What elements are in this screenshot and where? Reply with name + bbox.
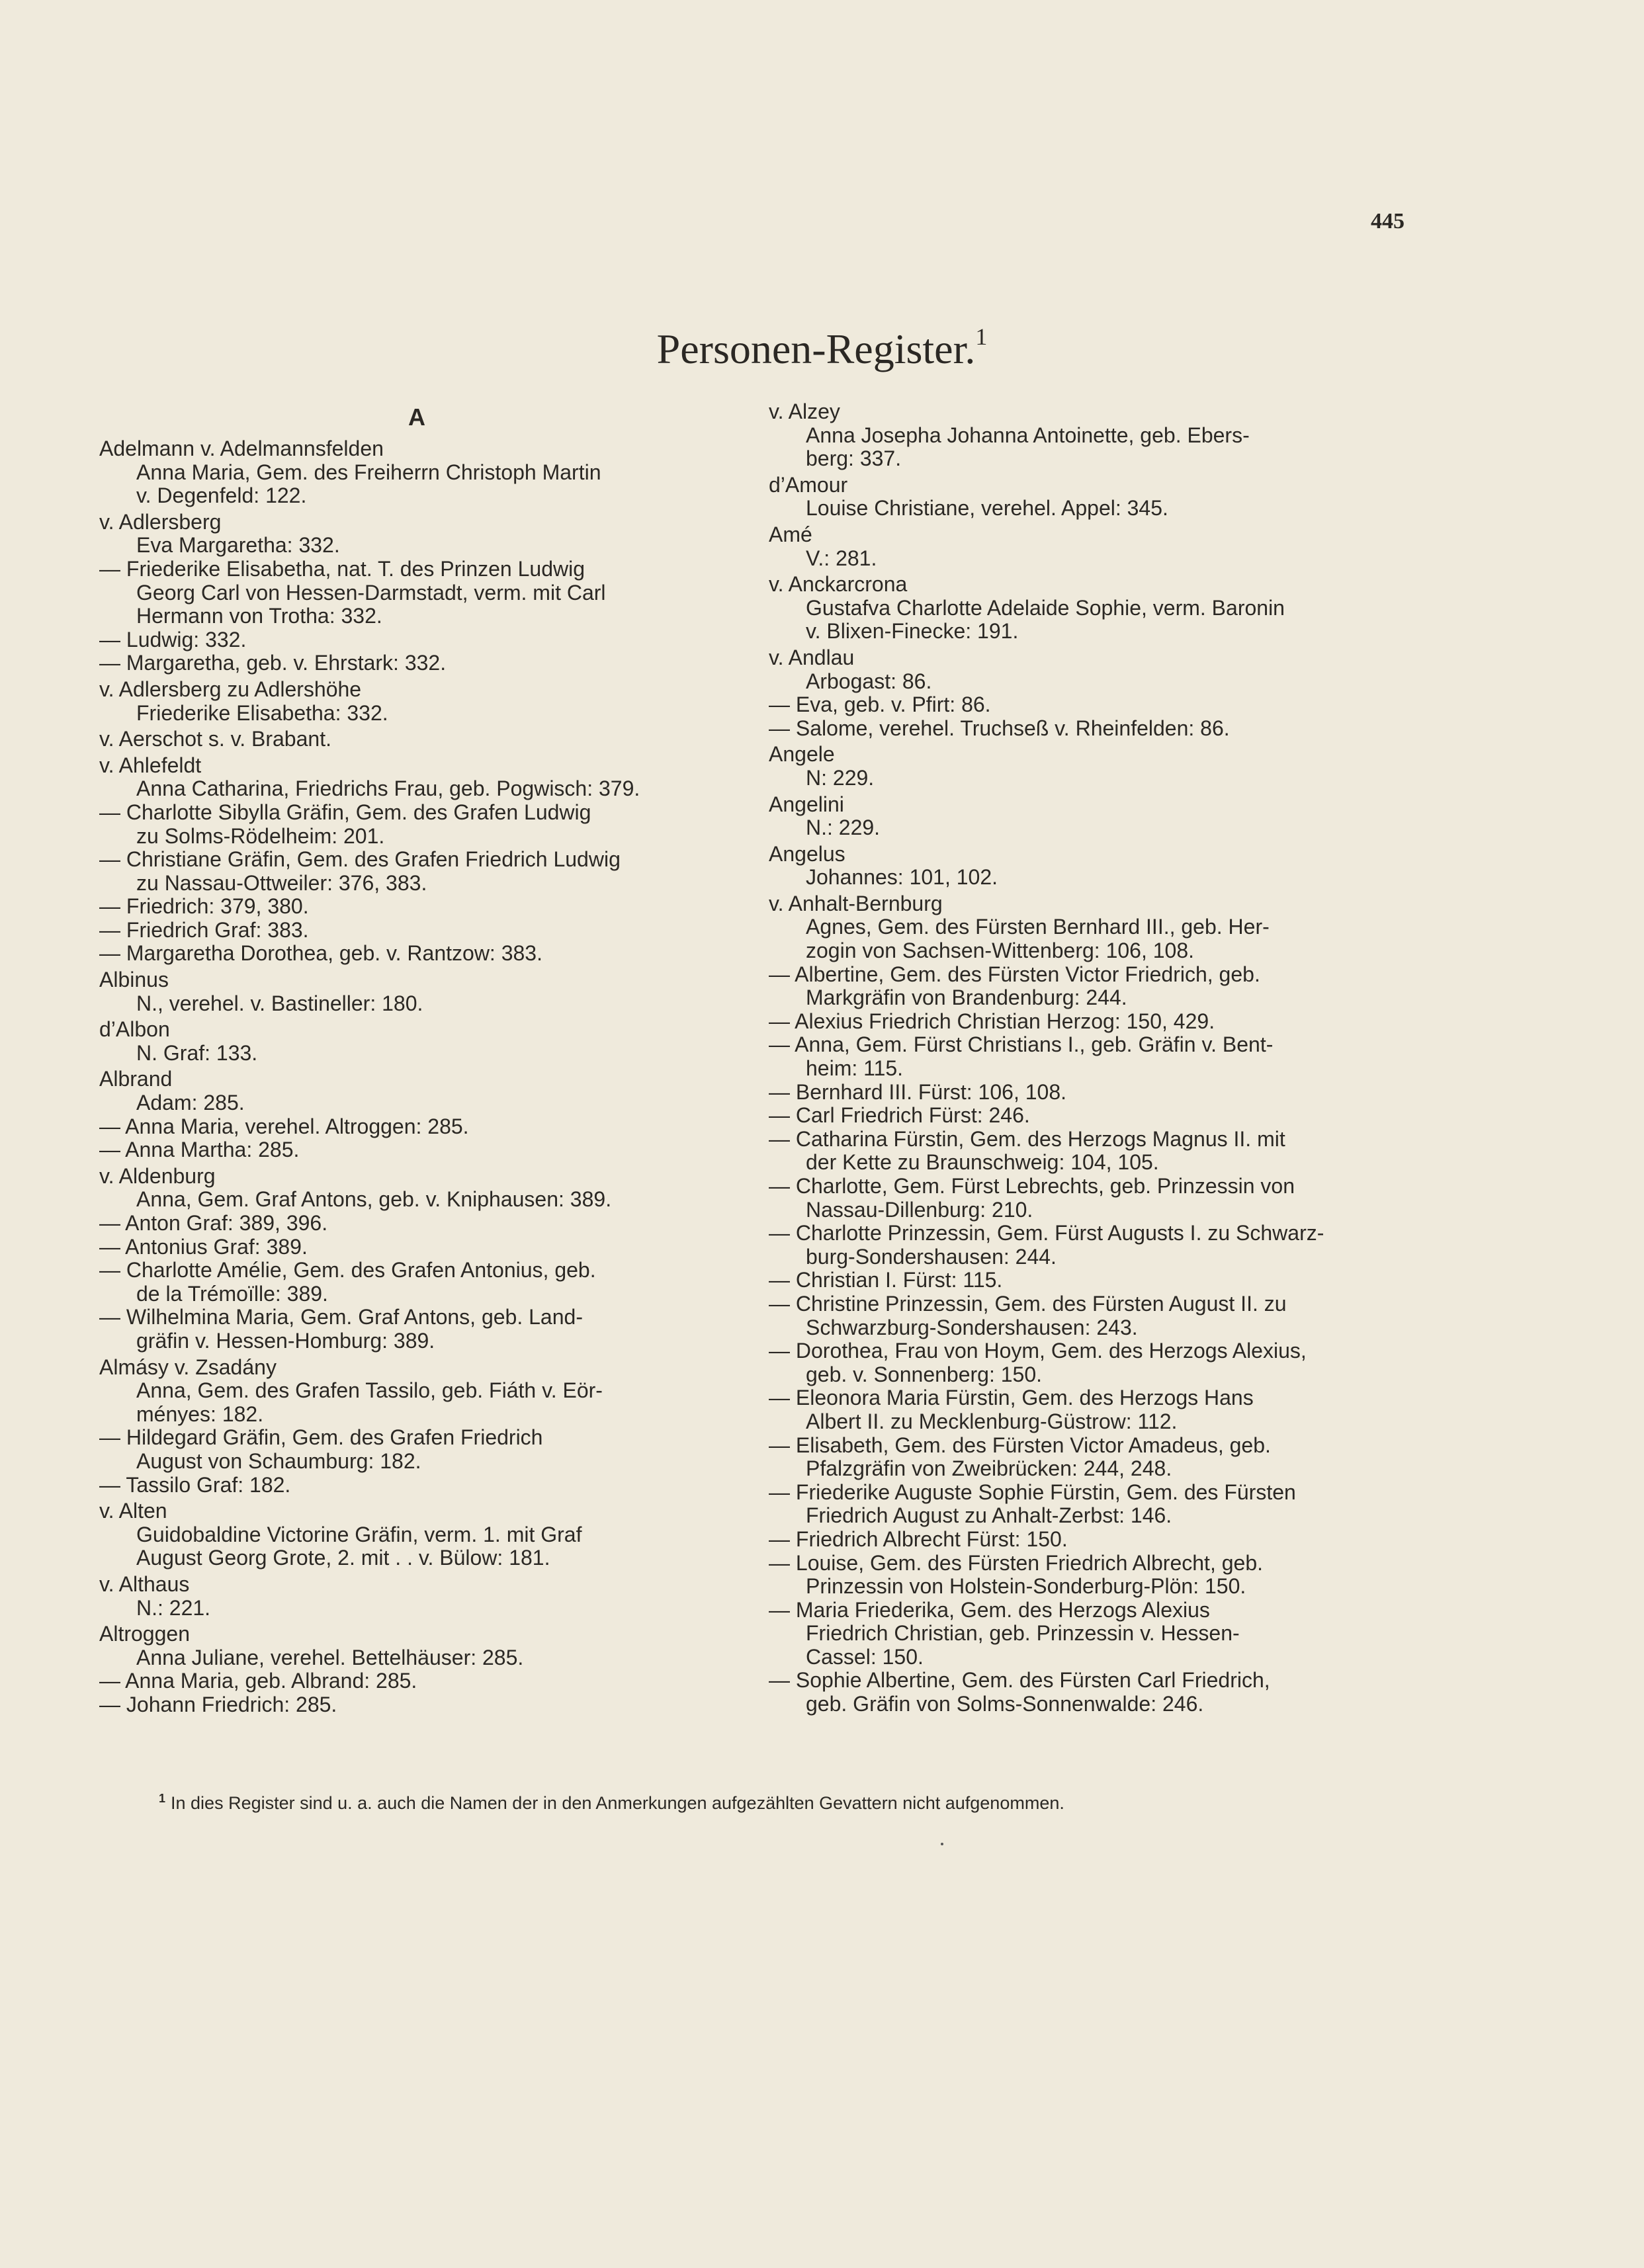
entry-line: — Ludwig: 332. <box>99 627 247 651</box>
register-entry <box>769 892 1409 1716</box>
entry-line: — Dorothea, Frau von Hoym, Gem. des Herzogs Alexius, <box>769 1339 1307 1363</box>
entry-heading: Albinus <box>99 968 169 992</box>
entry-line: Anna Maria, Gem. des Freiherrn Christoph Martin <box>136 460 601 484</box>
entry-line: — Margaretha, geb. v. Ehrstark: 332. <box>99 651 447 675</box>
entry-line: zu Nassau-Ottweiler: 376, 383. <box>136 870 427 895</box>
entry-line: Agnes, Gem. des Fürsten Bernhard III., geb. Her- <box>806 915 1270 939</box>
entry-line: — Antonius Graf: 389. <box>99 1234 308 1259</box>
register-entry <box>99 511 734 675</box>
entry-line: Hermann von Trotha: 332. <box>136 604 382 628</box>
entry-line: Anna, Gem. des Grafen Tassilo, geb. Fiáth v. Eör- <box>136 1378 603 1403</box>
entry-line: — Friederike Auguste Sophie Fürstin, Gem. des Fürsten <box>769 1480 1296 1504</box>
right-column <box>769 400 1409 1719</box>
register-entry <box>99 968 734 1015</box>
entry-line: v. Blixen-Finecke: 191. <box>806 619 1019 644</box>
entry-line: — Charlotte, Gem. Fürst Lebrechts, geb. Prinzessin von <box>769 1174 1295 1198</box>
entry-line: — Albertine, Gem. des Fürsten Victor Friedrich, geb. <box>769 962 1260 986</box>
title-text: Personen-Register. <box>656 325 976 372</box>
entry-line: — Charlotte Sibylla Gräfin, Gem. des Grafen Ludwig <box>99 800 591 824</box>
register-entry <box>99 754 734 966</box>
register-entry <box>769 743 1409 790</box>
entry-heading: d’Amour <box>769 472 848 497</box>
entry-heading: Albrand <box>99 1067 173 1091</box>
entry-line: Anna Catharina, Friedrichs Frau, geb. Pogwisch: 379. <box>136 777 640 801</box>
entry-heading: v. Aldenburg <box>99 1163 216 1188</box>
entry-line: N.: 221. <box>136 1595 211 1620</box>
entry-heading: Angelus <box>769 841 845 866</box>
entry-line: Albert II. zu Mecklenburg-Güstrow: 112. <box>806 1409 1178 1433</box>
register-entry <box>769 523 1409 570</box>
entry-line: Guidobaldine Victorine Gräfin, verm. 1. mit Graf <box>136 1522 582 1546</box>
entry-line: Anna Juliane, verehel. Bettelhäuser: 285. <box>136 1645 524 1669</box>
entry-line: Pfalzgräfin von Zweibrücken: 244, 248. <box>806 1456 1172 1481</box>
entry-line: — Anna Martha: 285. <box>99 1138 300 1162</box>
entry-line: N.: 229. <box>806 816 881 840</box>
entry-heading: v. Adlersberg <box>99 509 222 534</box>
entry-line: Johannes: 101, 102. <box>806 865 998 890</box>
entry-heading: v. Anckarcrona <box>769 572 908 597</box>
page-title <box>0 323 1644 374</box>
entry-line: — Friedrich: 379, 380. <box>99 894 309 919</box>
register-entry <box>769 793 1409 840</box>
footnote-text: In dies Register sind u. a. auch die Namen der in den Anmerkungen aufgezählten Gevattern nicht aufgenommen. <box>171 1793 1064 1813</box>
entry-line: — Wilhelmina Maria, Gem. Graf Antons, geb. Land- <box>99 1305 583 1329</box>
entry-heading: v. Andlau <box>769 645 855 669</box>
entry-line: — Louise, Gem. des Fürsten Friedrich Albrecht, geb. <box>769 1550 1263 1575</box>
entry-line: — Charlotte Prinzessin, Gem. Fürst Augusts I. zu Schwarz- <box>769 1221 1324 1245</box>
entry-heading: v. Althaus <box>99 1572 190 1596</box>
register-entry <box>769 573 1409 644</box>
entry-line: — Christian I. Fürst: 115. <box>769 1268 1003 1292</box>
entry-line: ményes: 182. <box>136 1402 264 1426</box>
entry-heading: Angelini <box>769 792 844 816</box>
entry-line: berg: 337. <box>806 446 902 471</box>
register-entry <box>99 728 734 751</box>
entry-line: Gustafva Charlotte Adelaide Sophie, verm. Baronin <box>806 595 1285 620</box>
entry-heading: v. Anhalt-Bernburg <box>769 891 943 915</box>
entry-heading: Altroggen <box>99 1622 190 1646</box>
entry-line: Friederike Elisabetha: 332. <box>136 700 388 725</box>
entry-line: V.: 281. <box>806 546 877 570</box>
entry-heading: d’Albon <box>99 1017 170 1042</box>
title-footnote-mark: 1 <box>975 323 988 350</box>
entry-heading: v. Aerschot s. v. Brabant. <box>99 727 331 751</box>
entry-line: v. Degenfeld: 122. <box>136 483 307 508</box>
entry-line: geb. Gräfin von Solms-Sonnenwalde: 246. <box>806 1692 1204 1716</box>
register-entry <box>99 1018 734 1065</box>
register-entry <box>769 646 1409 740</box>
entry-line: — Alexius Friedrich Christian Herzog: 150, 429. <box>769 1009 1215 1033</box>
left-entry-list <box>99 437 734 1716</box>
entry-line: Anna Josepha Johanna Antoinette, geb. Ebers- <box>806 423 1250 447</box>
entry-line: de la Trémoïlle: 389. <box>136 1281 328 1306</box>
entry-line: Friedrich August zu Anhalt-Zerbst: 146. <box>806 1503 1172 1528</box>
entry-line: — Margaretha Dorothea, geb. v. Rantzow: 383. <box>99 941 542 966</box>
entry-line: Georg Carl von Hessen-Darmstadt, verm. mit Carl <box>136 580 606 605</box>
footnote <box>159 1792 1064 1814</box>
entry-line: — Charlotte Amélie, Gem. des Grafen Antonius, geb. <box>99 1258 596 1282</box>
entry-line: — Anna, Gem. Fürst Christians I., geb. Gräfin v. Bent- <box>769 1032 1274 1057</box>
entry-line: — Sophie Albertine, Gem. des Fürsten Carl Friedrich, <box>769 1668 1270 1693</box>
entry-line: heim: 115. <box>806 1056 904 1081</box>
page-number: 445 <box>1371 209 1405 233</box>
entry-line: — Friedrich Graf: 383. <box>99 917 309 942</box>
entry-line: — Elisabeth, Gem. des Fürsten Victor Amadeus, geb. <box>769 1433 1271 1457</box>
register-entry <box>99 1573 734 1620</box>
entry-line: August Georg Grote, 2. mit . . v. Bülow: 181. <box>136 1546 550 1570</box>
entry-line: Eva Margaretha: 332. <box>136 533 340 558</box>
entry-line: — Catharina Fürstin, Gem. des Herzogs Magnus II. mit <box>769 1126 1285 1151</box>
entry-line: — Christine Prinzessin, Gem. des Fürsten August II. zu <box>769 1291 1287 1316</box>
entry-line: Nassau-Dillenburg: 210. <box>806 1197 1033 1222</box>
entry-line: Adam: 285. <box>136 1091 245 1115</box>
entry-line: — Anna Maria, verehel. Altroggen: 285. <box>99 1114 469 1138</box>
entry-line: zu Solms-Rödelheim: 201. <box>136 823 385 848</box>
entry-line: — Tassilo Graf: 182. <box>99 1472 291 1497</box>
entry-line: N: 229. <box>806 765 875 790</box>
entry-line: — Bernhard III. Fürst: 106, 108. <box>769 1079 1066 1104</box>
footnote-mark: 1 <box>159 1792 166 1805</box>
section-letter: A <box>408 403 425 431</box>
entry-line: — Johann Friedrich: 285. <box>99 1692 337 1716</box>
entry-line: Anna, Gem. Graf Antons, geb. v. Kniphausen: 389. <box>136 1187 612 1212</box>
entry-heading: Angele <box>769 742 835 767</box>
entry-line: Cassel: 150. <box>806 1644 924 1669</box>
entry-line: — Anna Maria, geb. Albrand: 285. <box>99 1669 417 1693</box>
stray-dot <box>941 1843 943 1845</box>
entry-line: geb. v. Sonnenberg: 150. <box>806 1362 1043 1386</box>
entry-line: Friedrich Christian, geb. Prinzessin v. Hessen- <box>806 1621 1240 1646</box>
entry-heading: Amé <box>769 522 812 546</box>
entry-heading: Almásy v. Zsadány <box>99 1355 277 1379</box>
entry-line: — Carl Friedrich Fürst: 246. <box>769 1103 1030 1128</box>
entry-line: — Anton Graf: 389, 396. <box>99 1211 328 1235</box>
entry-line: Markgräfin von Brandenburg: 244. <box>806 986 1127 1010</box>
entry-line: Schwarzburg-Sondershausen: 243. <box>806 1315 1138 1339</box>
entry-line: Arbogast: 86. <box>806 669 932 693</box>
entry-line: — Friedrich Albrecht Fürst: 150. <box>769 1527 1068 1551</box>
entry-line: — Salome, verehel. Truchseß v. Rheinfelden: 86. <box>769 716 1230 740</box>
right-entry-list <box>769 400 1409 1716</box>
entry-line: N., verehel. v. Bastineller: 180. <box>136 991 423 1015</box>
entry-line: — Hildegard Gräfin, Gem. des Grafen Friedrich <box>99 1425 543 1450</box>
entry-line: zogin von Sachsen-Wittenberg: 106, 108. <box>806 939 1195 963</box>
entry-heading: v. Ahlefeldt <box>99 753 202 777</box>
entry-line: — Friederike Elisabetha, nat. T. des Prinzen Ludwig <box>99 556 585 581</box>
register-entry <box>99 678 734 725</box>
register-entry <box>99 1622 734 1716</box>
entry-line: — Maria Friederika, Gem. des Herzogs Alexius <box>769 1597 1210 1622</box>
register-entry <box>769 400 1409 471</box>
left-column <box>99 400 734 1719</box>
entry-line: der Kette zu Braunschweig: 104, 105. <box>806 1150 1159 1175</box>
register-entry <box>99 1165 734 1353</box>
entry-line: gräfin v. Hessen-Homburg: 389. <box>136 1328 435 1353</box>
entry-heading: v. Alzey <box>769 399 840 423</box>
entry-line: — Christiane Gräfin, Gem. des Grafen Friedrich Ludwig <box>99 847 621 872</box>
entry-heading: Adelmann v. Adelmannsfelden <box>99 437 384 460</box>
entry-heading: v. Adlersberg zu Adlershöhe <box>99 677 362 701</box>
entry-heading: v. Alten <box>99 1499 167 1523</box>
entry-line: August von Schaumburg: 182. <box>136 1449 421 1473</box>
register-entry <box>99 437 734 508</box>
register-entry <box>99 1356 734 1497</box>
register-entry <box>99 1499 734 1570</box>
register-entry <box>769 474 1409 521</box>
entry-line: burg-Sondershausen: 244. <box>806 1244 1057 1269</box>
entry-line: Louise Christiane, verehel. Appel: 345. <box>806 496 1168 521</box>
entry-line: — Eva, geb. v. Pfirt: 86. <box>769 693 991 717</box>
entry-line: — Eleonora Maria Fürstin, Gem. des Herzogs Hans <box>769 1386 1254 1410</box>
register-entry <box>769 843 1409 890</box>
entry-line: N. Graf: 133. <box>136 1040 258 1065</box>
entry-line: Prinzessin von Holstein-Sonderburg-Plön: 150. <box>806 1574 1246 1599</box>
register-entry <box>99 1068 734 1161</box>
